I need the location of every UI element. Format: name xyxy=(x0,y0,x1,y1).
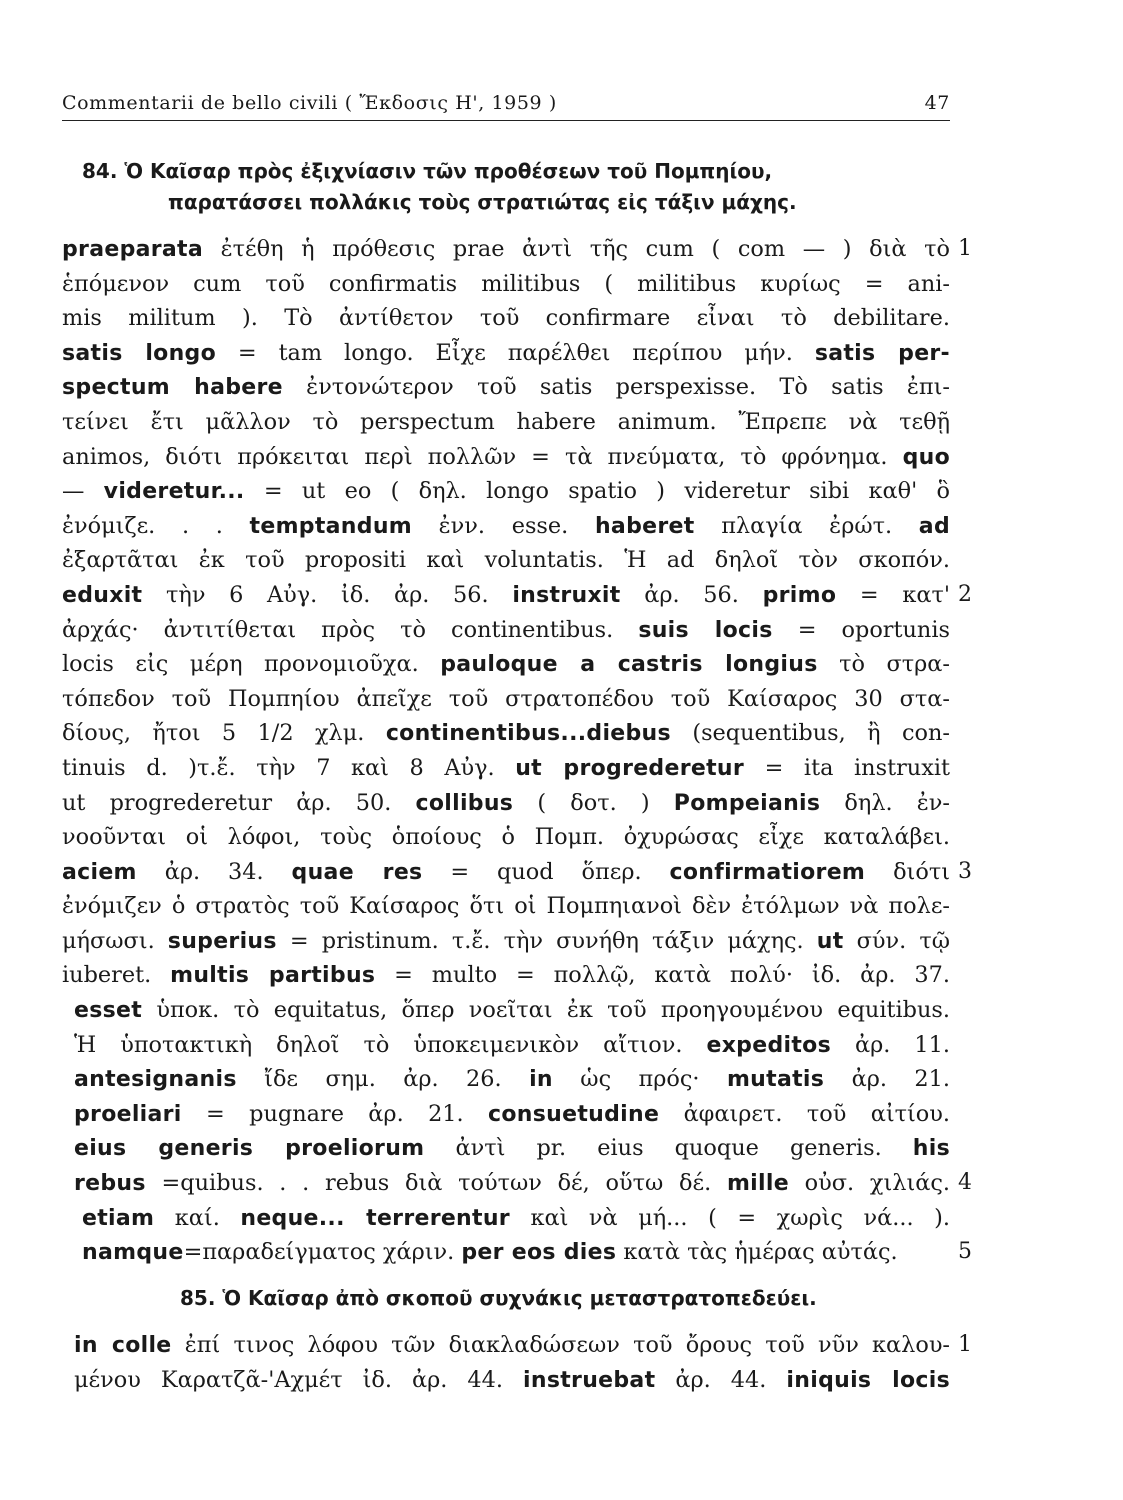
commentary-text: διότι xyxy=(865,858,950,885)
commentary-line xyxy=(62,1328,950,1363)
latin-lemma: spectum habere xyxy=(62,375,283,401)
commentary-line xyxy=(62,855,950,890)
commentary-text: μήσωσι. xyxy=(62,927,168,954)
latin-lemma: primo xyxy=(762,582,837,608)
commentary-text: ἀρ. 21. xyxy=(824,1066,950,1093)
commentary-text: = pugnare ἀρ. 21. xyxy=(181,1100,489,1127)
page-number: 47 xyxy=(924,92,950,114)
commentary-text: ὑποκ. τὸ equitatus, ὅπερ νοεῖται ἐκ τοῦ προηγουμένου equitibus. xyxy=(142,997,950,1024)
commentary-line xyxy=(62,1028,950,1063)
commentary-text: καὶ νὰ μή... ( = χωρὶς νά... ). xyxy=(509,1204,950,1231)
commentary-text: = ita instruxit xyxy=(744,754,950,781)
latin-lemma: videretur... xyxy=(103,479,245,505)
commentary-line xyxy=(62,301,950,336)
commentary-line xyxy=(62,474,950,509)
commentary-text: ἀρ. 56. xyxy=(620,581,763,608)
commentary-text: = oportunis xyxy=(772,616,950,643)
commentary-line xyxy=(62,1166,950,1201)
running-title: Commentarii de bello civili ( Ἔκδοσις Η', 1959 ) xyxy=(62,92,557,114)
commentary-text: σύν. τῷ xyxy=(843,927,950,954)
commentary-text: καί. xyxy=(154,1204,241,1231)
commentary-text: μένου Καρατζᾶ-'Αχμέτ ἰδ. ἀρ. 44. xyxy=(74,1366,524,1393)
latin-lemma: haberet xyxy=(594,513,695,539)
commentary-text: = quod ὅπερ. xyxy=(422,858,670,885)
commentary-text: ἐπί τινος λόφου τῶν διακλαδώσεων τοῦ ὄρους τοῦ νῦν καλου- xyxy=(171,1332,950,1358)
commentary-text: ἀρ. 44. xyxy=(655,1366,787,1393)
latin-lemma: praeparata xyxy=(62,237,204,262)
latin-lemma: rebus xyxy=(74,1171,146,1197)
commentary-text: = κατ' xyxy=(836,581,950,608)
commentary-text: locis εἰς μέρη προνομιοῦχα. xyxy=(62,651,441,678)
running-header xyxy=(62,88,950,121)
latin-lemma: instruxit xyxy=(512,582,621,608)
commentary-line xyxy=(62,682,950,717)
commentary-line xyxy=(62,1363,950,1398)
latin-lemma: satis longo xyxy=(62,340,217,366)
commentary-text: = tam longo. Εἶχε παρέλθει περίπου μήν. xyxy=(216,339,815,366)
commentary-line xyxy=(62,1201,950,1236)
commentary-text: = pristinum. τ.ἔ. τὴν συνήθη τάξιν μάχης. xyxy=(276,927,817,954)
commentary-text: τείνει ἔτι μᾶλλον τὸ perspectum habere animum. Ἔπρεπε νὰ τεθῇ xyxy=(62,408,950,435)
margin-line-number: 4 xyxy=(958,1170,972,1196)
latin-lemma: etiam xyxy=(82,1205,155,1231)
latin-lemma: ut progrederetur xyxy=(515,755,745,781)
latin-lemma: mille xyxy=(726,1171,789,1197)
latin-lemma: in xyxy=(529,1067,553,1093)
commentary-line xyxy=(62,232,950,267)
commentary-text: =παραδείγματος χάριν. xyxy=(183,1239,462,1266)
commentary-text: οὐσ. χιλιάς. xyxy=(788,1170,950,1197)
latin-lemma: eius generis proeliorum xyxy=(74,1136,425,1162)
commentary-line xyxy=(62,1235,950,1270)
commentary-text: ἐνόμιζεν ὁ στρατὸς τοῦ Καίσαρος ὅτι οἱ Πομπηιανοὶ δὲν ἐτόλμων νὰ πολε- xyxy=(62,893,950,920)
commentary-text: iuberet. xyxy=(62,962,171,989)
commentary-line xyxy=(62,578,950,613)
commentary-text: τὴν 6 Αὐγ. ἰδ. ἀρ. 56. xyxy=(142,581,513,608)
latin-lemma: antesignanis xyxy=(74,1067,237,1093)
latin-lemma: consuetudine xyxy=(488,1101,660,1127)
commentary-line xyxy=(62,751,950,786)
commentary-text: animos, διότι πρόκειται περὶ πολλῶν = τὰ πνεύματα, τὸ φρόνημα. xyxy=(62,443,903,470)
latin-lemma: his xyxy=(912,1136,950,1162)
commentary-text: ἐξαρτᾶται ἐκ τοῦ propositi καὶ voluntatis. Ἡ ad δηλοῖ τὸν σκοπόν. xyxy=(62,547,950,574)
section-84-title xyxy=(80,156,910,218)
latin-lemma: collibus xyxy=(415,790,514,816)
latin-lemma: esset xyxy=(74,998,143,1024)
latin-lemma: namque xyxy=(82,1240,184,1266)
latin-lemma: quo xyxy=(902,444,950,470)
latin-lemma: pauloque a castris longius xyxy=(440,652,818,678)
commentary-text: mis militum ). Τὸ ἀντίθετον τοῦ confirmare εἶναι τὸ debilitare. xyxy=(62,305,950,332)
latin-lemma: neque... terrerentur xyxy=(240,1205,510,1231)
section-title-line: παρατάσσει πολλάκις τοὺς στρατιώτας εἰς τάξιν μάχης. xyxy=(168,190,797,214)
commentary-line xyxy=(62,716,950,751)
commentary-text: πλαγία ἐρώτ. xyxy=(694,512,919,539)
latin-lemma: per eos dies xyxy=(461,1240,617,1266)
commentary-text: νοοῦνται οἱ λόφοι, τοὺς ὁποίους ὁ Πομπ. ὀχυρώσας εἶχε καταλάβει. xyxy=(62,824,950,851)
section-84-commentary xyxy=(62,232,950,1270)
margin-line-number: 3 xyxy=(958,858,972,884)
commentary-text: =quibus. . . rebus διὰ τούτων δέ, οὕτω δέ. xyxy=(145,1170,727,1197)
commentary-text: = multo = πολλῷ, κατὰ πολύ· ἰδ. ἀρ. 37. xyxy=(375,962,950,989)
commentary-line xyxy=(62,440,950,475)
commentary-text: ἐντονώτερον τοῦ satis perspexisse. Τὸ satis ἐπι- xyxy=(282,374,950,401)
commentary-text: τόπεδον τοῦ Πομπηίου ἀπεῖχε τοῦ στρατοπέδου τοῦ Καίσαρος 30 στα- xyxy=(62,685,950,712)
margin-line-number: 5 xyxy=(958,1239,972,1265)
margin-line-number: 2 xyxy=(958,582,972,607)
commentary-text: tinuis d. )τ.ἔ. τὴν 7 καὶ 8 Αὐγ. xyxy=(62,754,516,781)
latin-lemma: instruebat xyxy=(523,1367,656,1393)
commentary-text: ἐνν. esse. xyxy=(412,512,595,539)
latin-lemma: aciem xyxy=(62,859,137,885)
section-85-title xyxy=(180,1283,1010,1314)
commentary-text: ut progrederetur ἀρ. 50. xyxy=(62,789,416,816)
margin-line-number: 1 xyxy=(958,1332,972,1357)
commentary-text: Ἡ ὑποτακτικὴ δηλοῖ τὸ ὑποκειμενικὸν αἴτιον. xyxy=(74,1031,707,1058)
commentary-text: = ut eo ( δηλ. longo spatio ) videretur sibi καθ' ὃ xyxy=(244,478,950,505)
latin-lemma: satis per- xyxy=(814,340,950,366)
commentary-text: ἑπόμενον cum τοῦ confirmatis militibus ( militibus κυρίως = ani- xyxy=(62,270,950,297)
commentary-line xyxy=(62,993,950,1028)
latin-lemma: proeliari xyxy=(74,1101,182,1127)
latin-lemma: continentibus...diebus xyxy=(385,721,671,747)
commentary-text: δίους, ἤτοι 5 1/2 χλμ. xyxy=(62,720,386,747)
commentary-line xyxy=(62,1062,950,1097)
commentary-text: κατὰ τὰς ἡμέρας αὐτάς. xyxy=(616,1239,898,1266)
commentary-line xyxy=(62,889,950,924)
latin-lemma: mutatis xyxy=(726,1067,825,1093)
commentary-line xyxy=(62,786,950,821)
commentary-line xyxy=(62,543,950,578)
commentary-line xyxy=(62,924,950,959)
commentary-text: (sequentibus, ἢ con- xyxy=(670,720,950,747)
margin-line-number: 1 xyxy=(958,236,972,261)
commentary-text: ἴδε σημ. ἀρ. 26. xyxy=(236,1066,530,1093)
commentary-line xyxy=(62,1131,950,1166)
commentary-text: τὸ στρα- xyxy=(817,651,950,678)
commentary-line xyxy=(62,1097,950,1132)
commentary-text: ἐνόμιζε. . . xyxy=(62,512,250,539)
commentary-line xyxy=(62,647,950,682)
commentary-text: — xyxy=(62,478,104,505)
latin-lemma: suis locis xyxy=(638,617,773,643)
commentary-line xyxy=(62,370,950,405)
section-85-commentary xyxy=(62,1328,950,1397)
commentary-line xyxy=(62,958,950,993)
commentary-text: ἐτέθη ἡ πρόθεσις prae ἀντὶ τῆς cum ( com — ) διὰ τὸ xyxy=(203,236,950,262)
commentary-text: ( δοτ. ) xyxy=(513,789,674,816)
section-title-line: 85. Ὁ Καῖσαρ ἀπὸ σκοποῦ συχνάκις μεταστρατοπεδεύει. xyxy=(180,1286,817,1310)
commentary-line xyxy=(62,509,950,544)
latin-lemma: ut xyxy=(816,928,844,954)
commentary-line xyxy=(62,613,950,648)
commentary-text: ὡς πρός· xyxy=(552,1066,727,1093)
section-title-line: 84. Ὁ Καῖσαρ πρὸς ἐξιχνίασιν τῶν προθέσεων τοῦ Πομπηίου, xyxy=(82,159,773,183)
latin-lemma: ad xyxy=(918,513,950,539)
commentary-text: ἀφαιρετ. τοῦ αἰτίου. xyxy=(659,1100,950,1127)
commentary-text: ἀρ. 34. xyxy=(136,858,292,885)
commentary-line xyxy=(62,405,950,440)
commentary-line xyxy=(62,820,950,855)
latin-lemma: in colle xyxy=(74,1333,172,1358)
latin-lemma: eduxit xyxy=(62,582,143,608)
commentary-line xyxy=(62,336,950,371)
commentary-text: ἀντὶ pr. eius quoque generis. xyxy=(424,1135,913,1162)
commentary-text: ἀρ. 11. xyxy=(830,1031,950,1058)
commentary-text: δηλ. ἐν- xyxy=(820,789,950,816)
latin-lemma: expeditos xyxy=(706,1032,831,1058)
latin-lemma: quae res xyxy=(291,859,423,885)
latin-lemma: superius xyxy=(167,928,277,954)
commentary-line xyxy=(62,267,950,302)
latin-lemma: temptandum xyxy=(249,513,412,539)
latin-lemma: Pompeianis xyxy=(673,790,821,816)
latin-lemma: multis partibus xyxy=(170,963,376,989)
commentary-text: ἀρχάς· ἀντιτίθεται πρὸς τὸ continentibus. xyxy=(62,616,639,643)
latin-lemma: confirmatiorem xyxy=(669,859,866,885)
latin-lemma: iniquis locis xyxy=(786,1367,950,1393)
